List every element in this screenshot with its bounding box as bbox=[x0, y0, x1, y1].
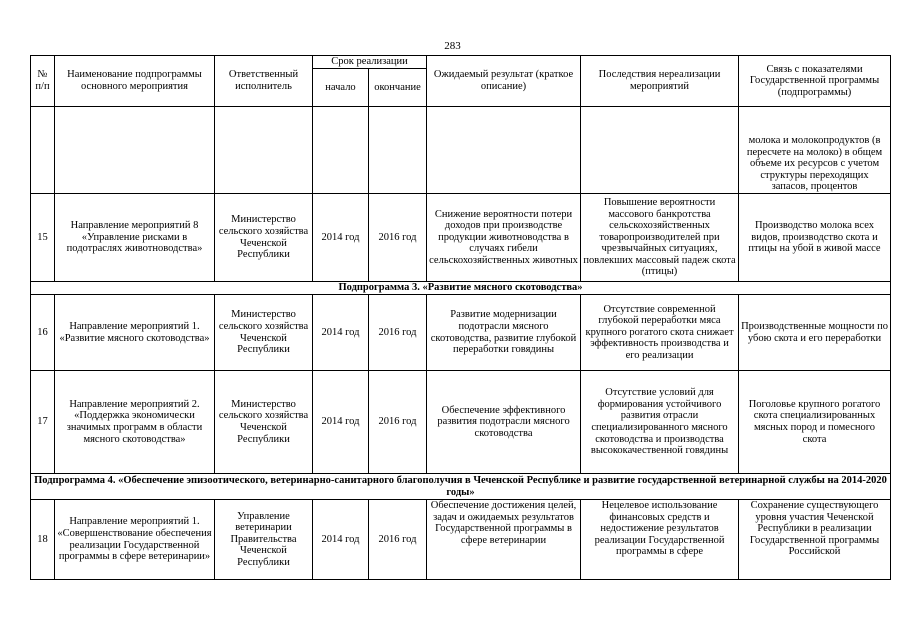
table-row bbox=[31, 194, 891, 282]
cell-result: Развитие модернизации подотрасли мясного скотоводства, развитие глубокой переработки говядины bbox=[427, 295, 581, 371]
cell-end: 2016 год bbox=[369, 371, 427, 474]
continuation-row bbox=[31, 107, 891, 194]
cell-result: Обеспечение достижения целей, задач и ожидаемых результатов Государственной программы в сфере ветеринарии bbox=[427, 500, 581, 580]
section-title: Подпрограмма 3. «Развитие мясного скотоводства» bbox=[31, 282, 891, 295]
cell-num: 15 bbox=[31, 194, 55, 282]
cell-end: 2016 год bbox=[369, 194, 427, 282]
table-row bbox=[31, 500, 891, 580]
cell-start: 2014 год bbox=[313, 194, 369, 282]
cell-result: Обеспечение эффективного развития подотрасли мясного скотоводства bbox=[427, 371, 581, 474]
header-result: Ожидаемый результат (краткое описание) bbox=[427, 56, 581, 107]
cell-empty bbox=[215, 107, 313, 194]
section-row bbox=[31, 474, 891, 500]
measures-table bbox=[30, 55, 891, 580]
cell-start: 2014 год bbox=[313, 500, 369, 580]
page-number: 283 bbox=[444, 40, 461, 52]
cell-end: 2016 год bbox=[369, 500, 427, 580]
section-title: Подпрограмма 4. «Обеспечение эпизоотического, ветеринарно-санитарного благополучия в Чеченской Республике и развитие государственной ветеринарной службы на 2014-2020 годы» bbox=[31, 474, 891, 500]
header-row-1 bbox=[31, 56, 891, 69]
cell-end: 2016 год bbox=[369, 295, 427, 371]
cell-consequences: Повышение вероятности массового банкротства сельскохозяйственных товаропроизводителей при чрезвычайных ситуациях, повлекших массовый падеж скота (птицы) bbox=[581, 194, 739, 282]
cell-empty bbox=[31, 107, 55, 194]
cell-executor: Министерство сельского хозяйства Чеченской Республики bbox=[215, 295, 313, 371]
cell-link: Производственные мощности по убою скота и его переработки bbox=[739, 295, 891, 371]
header-name: Наименование подпрограммы основного мероприятия bbox=[55, 56, 215, 107]
cell-executor: Управление ветеринарии Правительства Чеченской Республики bbox=[215, 500, 313, 580]
cell-name: Направление мероприятий 1. «Развитие мясного скотоводства» bbox=[55, 295, 215, 371]
cell-num: 18 bbox=[31, 500, 55, 580]
cell-consequences: Отсутствие современной глубокой переработки мяса крупного рогатого скота снижает эффективность производства и его реализации bbox=[581, 295, 739, 371]
cell-empty bbox=[427, 107, 581, 194]
header-link: Связь с показателями Государственной программы (подпрограммы) bbox=[739, 56, 891, 107]
cell-name: Направление мероприятий 8 «Управление рисками в подотраслях животноводства» bbox=[55, 194, 215, 282]
cell-start: 2014 год bbox=[313, 371, 369, 474]
cell-link: молока и молокопродуктов (в пересчете на молоко) в общем объеме их ресурсов с учетом структуры переходящих запасов, процентов bbox=[739, 107, 891, 194]
header-period: Срок реализации bbox=[313, 56, 427, 69]
header-consequences: Последствия нереализации мероприятий bbox=[581, 56, 739, 107]
cell-empty bbox=[55, 107, 215, 194]
header-end: окончание bbox=[369, 69, 427, 107]
cell-name: Направление мероприятий 2. «Поддержка экономически значимых программ в области мясного скотоводства» bbox=[55, 371, 215, 474]
cell-link: Поголовье крупного рогатого скота специализированных мясных пород и помесного скота bbox=[739, 371, 891, 474]
cell-result: Снижение вероятности потери доходов при производстве продукции животноводства в случаях гибели сельскохозяйственных животных bbox=[427, 194, 581, 282]
cell-empty bbox=[369, 107, 427, 194]
table-row bbox=[31, 295, 891, 371]
cell-start: 2014 год bbox=[313, 295, 369, 371]
header-num: № п/п bbox=[31, 56, 55, 107]
section-row bbox=[31, 282, 891, 295]
header-start: начало bbox=[313, 69, 369, 107]
cell-link: Производство молока всех видов, производство скота и птицы на убой в живой массе bbox=[739, 194, 891, 282]
cell-name: Направление мероприятий 1. «Совершенствование обеспечения реализации Государственной программы в сфере ветеринарии» bbox=[55, 500, 215, 580]
cell-num: 17 bbox=[31, 371, 55, 474]
cell-executor: Министерство сельского хозяйства Чеченской Республики bbox=[215, 194, 313, 282]
cell-empty bbox=[313, 107, 369, 194]
header-executor: Ответственный исполнитель bbox=[215, 56, 313, 107]
cell-consequences: Нецелевое использование финансовых средств и недостижение результатов реализации Государственной программы в сфере bbox=[581, 500, 739, 580]
cell-empty bbox=[581, 107, 739, 194]
table-row bbox=[31, 371, 891, 474]
cell-consequences: Отсутствие условий для формирования устойчивого развития отрасли специализированного мясного скотоводства и производства высококачественной говядины bbox=[581, 371, 739, 474]
cell-link: Сохранение существующего уровня участия Чеченской Республики в реализации Государственной программы Российской bbox=[739, 500, 891, 580]
cell-executor: Министерство сельского хозяйства Чеченской Республики bbox=[215, 371, 313, 474]
cell-num: 16 bbox=[31, 295, 55, 371]
